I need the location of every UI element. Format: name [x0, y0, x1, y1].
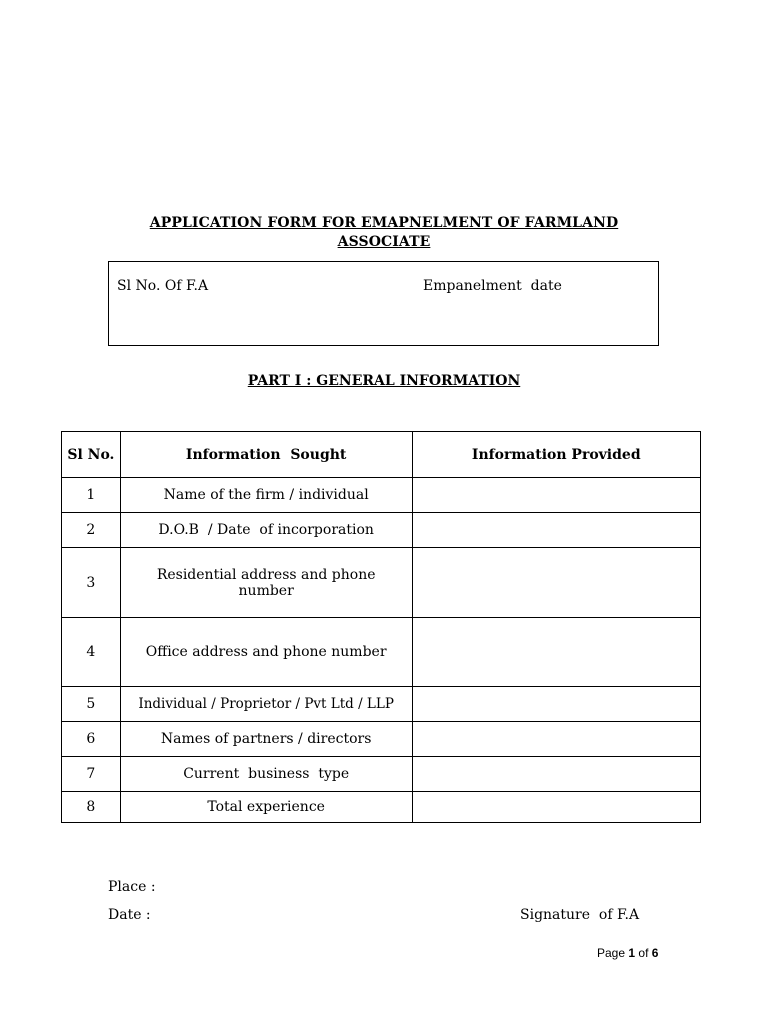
table-row: [62, 687, 701, 722]
table-row: [62, 513, 701, 548]
form-title-line1: APPLICATION FORM FOR EMAPNELMENT OF FARMLAND: [149, 215, 619, 231]
row-information-sought: Total experience: [120, 792, 412, 823]
row-number: 4: [62, 618, 121, 687]
row-number: 7: [62, 757, 121, 792]
table-header-row: [62, 432, 701, 478]
row-information-provided[interactable]: [412, 722, 700, 757]
table-row: [62, 792, 701, 823]
row-information-provided[interactable]: [412, 548, 700, 618]
row-information-provided[interactable]: [412, 478, 700, 513]
page-total: 6: [651, 946, 659, 960]
place-label: Place :: [108, 879, 156, 895]
row-number: 1: [62, 478, 121, 513]
header-sl-no: Sl No.: [62, 432, 121, 478]
fa-details-box: [108, 261, 659, 346]
page-current: 1: [628, 946, 636, 960]
row-information-sought: Current business type: [120, 757, 412, 792]
table-row: [62, 548, 701, 618]
row-information-provided[interactable]: [412, 757, 700, 792]
row-number: 3: [62, 548, 121, 618]
row-information-sought: Names of partners / directors: [120, 722, 412, 757]
sl-no-of-fa-label: Sl No. Of F.A: [117, 278, 209, 294]
row-number: 6: [62, 722, 121, 757]
page-number: [597, 946, 658, 960]
table-row: [62, 757, 701, 792]
row-information-provided[interactable]: [412, 513, 700, 548]
page-word: Page: [597, 946, 626, 960]
row-information-sought: Individual / Proprietor / Pvt Ltd / LLP: [120, 687, 412, 722]
row-information-sought: Office address and phone number: [120, 618, 412, 687]
general-information-table: [61, 431, 701, 823]
form-title-line2: ASSOCIATE: [337, 234, 431, 250]
page-of: of: [638, 946, 649, 960]
row-information-provided[interactable]: [412, 792, 700, 823]
table-row: [62, 618, 701, 687]
header-information-sought: Information Sought: [120, 432, 412, 478]
signature-label: Signature of F.A: [520, 907, 640, 923]
table-row: [62, 478, 701, 513]
row-number: 2: [62, 513, 121, 548]
table-row: [62, 722, 701, 757]
row-information-sought: D.O.B / Date of incorporation: [120, 513, 412, 548]
row-information-provided[interactable]: [412, 687, 700, 722]
row-information-provided[interactable]: [412, 618, 700, 687]
row-number: 5: [62, 687, 121, 722]
part-heading: PART I : GENERAL INFORMATION: [247, 373, 521, 389]
row-information-sought: Name of the firm / individual: [120, 478, 412, 513]
header-information-provided: Information Provided: [412, 432, 700, 478]
date-label: Date :: [108, 907, 151, 923]
row-information-sought: Residential address and phone number: [120, 548, 412, 618]
row-number: 8: [62, 792, 121, 823]
form-title: [100, 214, 668, 252]
empanelment-date-label: Empanelment date: [423, 278, 562, 294]
